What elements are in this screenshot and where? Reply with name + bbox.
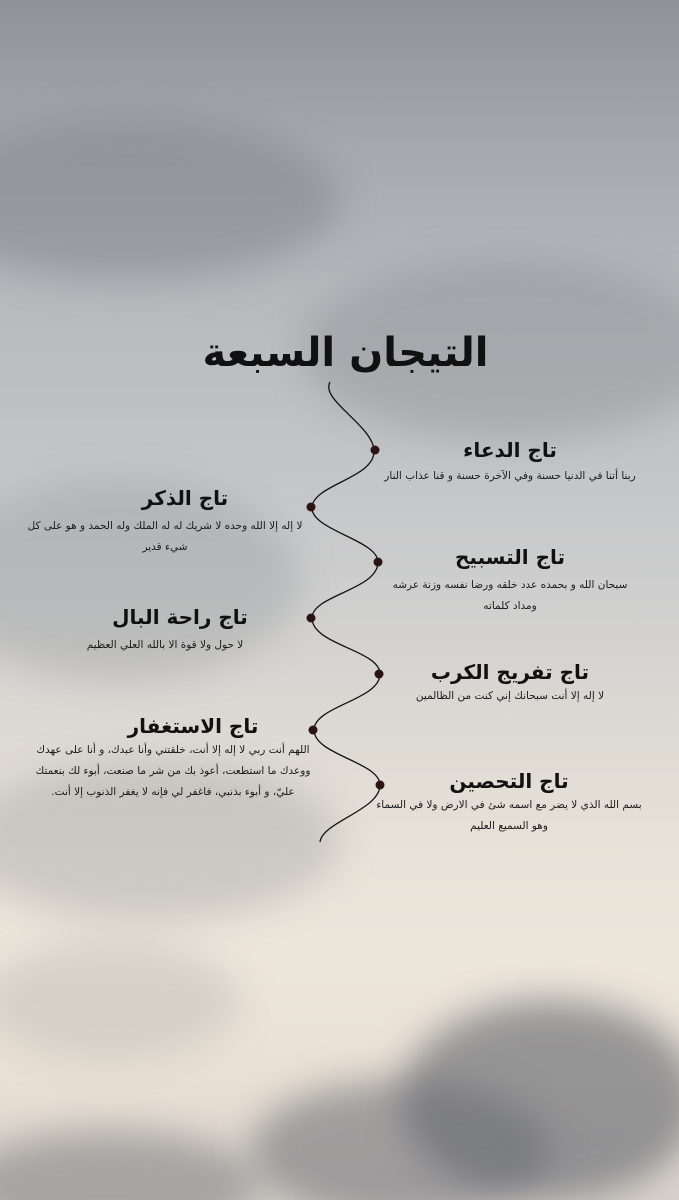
crown-heading: تاج الاستغفار bbox=[127, 714, 259, 738]
crown-text: لا إله إلا أنت سبحانك إني كنت من الظالمين bbox=[415, 690, 605, 702]
crown-heading: تاج التحصين bbox=[449, 769, 569, 793]
crown-item bbox=[30, 605, 300, 656]
crown-item bbox=[374, 769, 644, 837]
crown-item bbox=[370, 438, 650, 487]
crown-heading: تاج التسبيح bbox=[454, 545, 566, 569]
crown-heading: تاج راحة البال bbox=[112, 605, 248, 629]
crown-text: اللهم أنت ربي لا إله إلا أنت، خلقتني وأنا عبدك، و أنا على عهدك ووعدك ما استطعت، أعوذ بك من شر ما صنعت، أبوء لك بنعمتك عليّ، و أبوء بذنبي، فاغفر لي فإنه لا يغفر الذنوب إلا أنت. bbox=[35, 744, 311, 798]
crown-item bbox=[370, 545, 650, 617]
crown-item bbox=[20, 486, 310, 558]
crown-text: ربنا أتنا في الدنيا حسنة وفي الآخرة حسنة و قنا عذاب النار bbox=[384, 470, 636, 482]
crown-heading: تاج الدعاء bbox=[463, 438, 557, 462]
page-title-text: التيجان السبعة bbox=[202, 330, 489, 376]
crown-text: سبحان الله و بحمده عدد خلقه ورضا نفسه وزنة عرشه ومداد كلماته bbox=[392, 579, 628, 612]
crown-item bbox=[370, 660, 650, 707]
timeline-dot bbox=[307, 614, 316, 623]
crown-text: لا حول ولا قوة الا بالله العلي العظيم bbox=[86, 639, 244, 651]
crown-text: لا إله إلا الله وحده لا شريك له له الملك وله الحمد و هو على كل شيء قدير bbox=[27, 520, 303, 553]
crown-text: بسم الله الذي لا يضر مع اسمه شئ في الارض ولا في السماء وهو السميع العليم bbox=[376, 799, 642, 832]
crown-heading: تاج الذكر bbox=[141, 486, 229, 510]
crown-item bbox=[28, 714, 318, 803]
crown-heading: تاج تفريج الكرب bbox=[430, 660, 590, 684]
